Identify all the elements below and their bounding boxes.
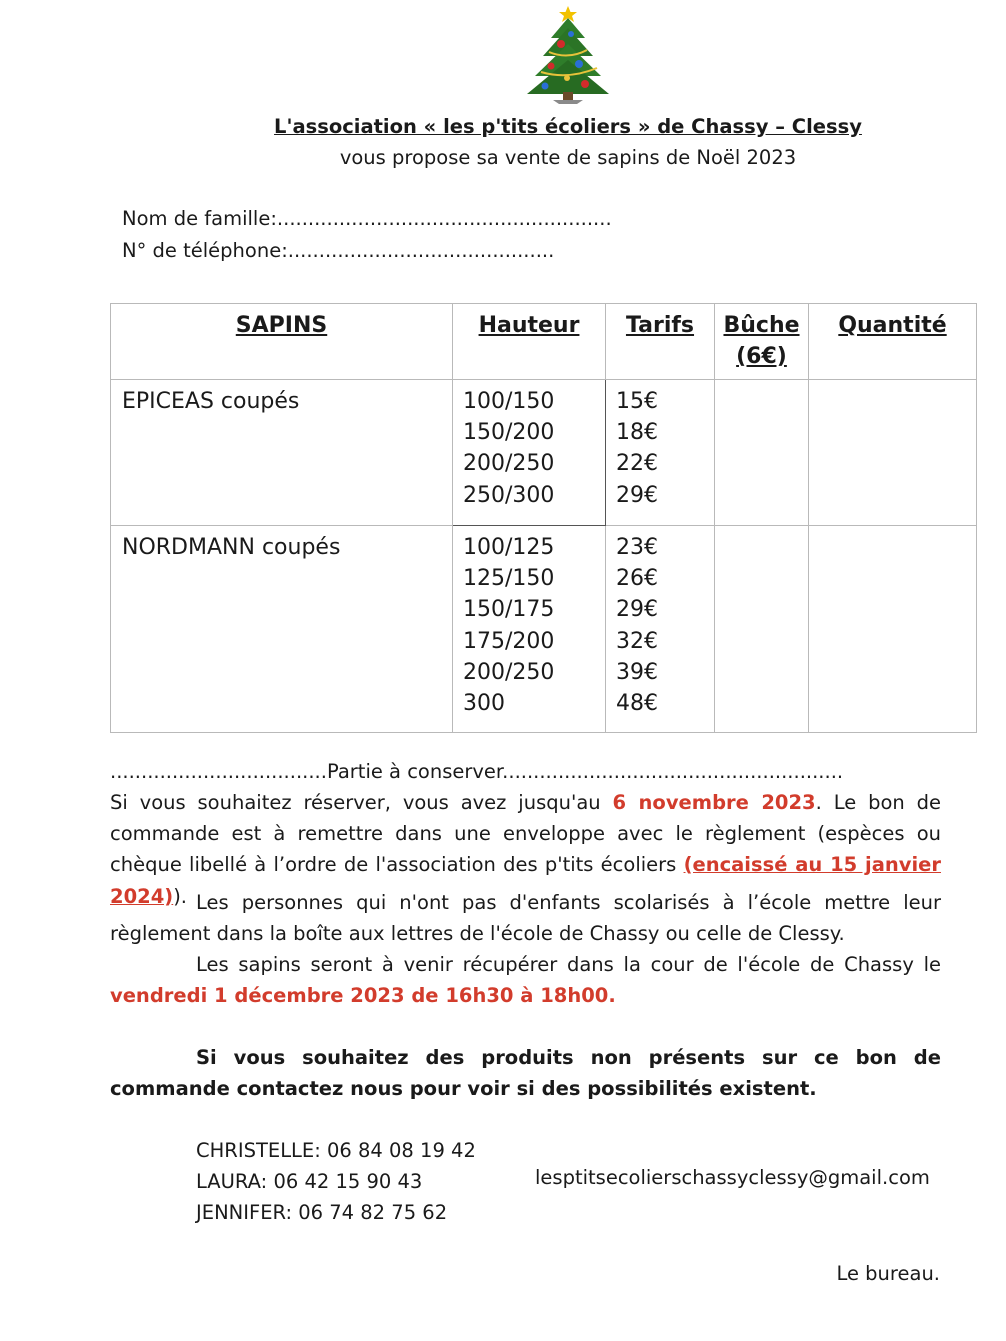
p3-text: Les sapins seront à venir récupérer dans la cour de l'école de Chassy le: [196, 953, 941, 976]
col-header-quantite: Quantité: [809, 304, 977, 380]
price-value: 48€: [616, 691, 658, 717]
price-value: 22€: [616, 451, 658, 477]
phone-dots: ...........................................: [287, 239, 555, 262]
pickup-date: vendredi 1 décembre 2023 de 16h30 à 18h00.: [110, 984, 616, 1008]
separator-text: Partie à conserver: [326, 760, 503, 783]
height-cell: [453, 526, 606, 733]
height-value: 100/150: [463, 389, 555, 414]
separator-dots-right: .......................................................: [502, 760, 844, 783]
height-value: 200/250: [463, 659, 555, 685]
col-header-buche: [715, 304, 809, 380]
family-name-label: Nom de famille:: [122, 207, 277, 230]
height-value: 100/125: [463, 535, 555, 560]
table-header-row: [111, 304, 977, 380]
table-row: [111, 380, 977, 526]
contact-list: [196, 1135, 476, 1229]
phone-field: [122, 239, 554, 262]
tree-type-cell: EPICEAS coupés: [111, 380, 453, 526]
price-value: 29€: [616, 597, 658, 623]
height-value: 150/175: [463, 597, 555, 623]
contact-item: JENNIFER: 06 74 82 75 62: [196, 1201, 448, 1225]
col-header-tarifs: Tarifs: [606, 304, 715, 380]
p1-text-b: . Le bon de commande est à remettre dans une enveloppe avec le règlement (espèces ou chèque libellé à l’ordre de l'association des p'tits écoliers: [110, 791, 941, 877]
price-value: 39€: [616, 659, 658, 685]
price-value: 29€: [616, 482, 658, 508]
signature: Le bureau.: [836, 1262, 940, 1285]
price-value: 15€: [616, 389, 658, 414]
contact-item: CHRISTELLE: 06 84 08 19 42: [196, 1139, 476, 1162]
height-value: 150/200: [463, 420, 555, 446]
page-subtitle: vous propose sa vente de sapins de Noël 2023: [339, 146, 797, 169]
separator-dots-left: ...................................: [110, 760, 327, 783]
deadline-date: 6 novembre 2023: [612, 791, 816, 814]
contact-paragraph: Si vous souhaitez des produits non présents sur ce bon de commande contactez nous pour voir si des possibilités existent.: [110, 1046, 941, 1101]
height-value: 250/300: [463, 482, 555, 508]
col-header-sapins: SAPINS: [111, 304, 453, 380]
col-header-hauteur: Hauteur: [453, 304, 606, 380]
height-value: 175/200: [463, 628, 555, 654]
height-value: 200/250: [463, 451, 555, 477]
buche-price: (6€): [736, 344, 787, 369]
buche-cell[interactable]: [715, 526, 809, 733]
price-cell: [606, 526, 715, 733]
family-name-field: [122, 207, 612, 230]
family-name-dots: ......................................................: [276, 207, 612, 230]
contact-item: LAURA: 06 42 15 90 43: [196, 1170, 423, 1194]
p1-text-c: ).: [173, 884, 187, 908]
price-value: 18€: [616, 420, 658, 446]
email-link[interactable]: lesptitsecolierschassyclessy@gmail.com: [535, 1166, 930, 1189]
christmas-tree-icon: [521, 4, 615, 104]
buche-cell[interactable]: [715, 380, 809, 526]
tree-type-cell: NORDMANN coupés: [111, 526, 453, 733]
quantity-cell[interactable]: [809, 526, 977, 733]
height-cell: [453, 380, 606, 526]
height-value: 125/150: [463, 566, 555, 592]
buche-label: Bûche: [723, 313, 800, 338]
p1-text: Si vous souhaitez réserver, vous avez jusqu'au: [110, 791, 613, 814]
price-value: 32€: [616, 628, 658, 654]
table-row: [111, 526, 977, 733]
price-value: 26€: [616, 566, 658, 592]
pickup-paragraph: [110, 949, 941, 1011]
price-value: 23€: [616, 535, 658, 560]
cut-separator: [110, 756, 941, 787]
height-value: 300: [463, 691, 505, 717]
cash-date: (encaissé au 15 janvier 2024): [110, 853, 941, 908]
page-title: L'association « les p'tits écoliers » de Chassy – Clessy: [274, 115, 862, 138]
price-cell: [606, 380, 715, 526]
quantity-cell[interactable]: [809, 380, 977, 526]
order-table: [110, 303, 977, 733]
phone-label: N° de téléphone:: [122, 239, 288, 262]
payment-paragraph: Les personnes qui n'ont pas d'enfants scolarisés à l’école mettre leur règlement dans la boîte aux lettres de l'école de Chassy ou celle de Clessy.: [110, 891, 941, 946]
